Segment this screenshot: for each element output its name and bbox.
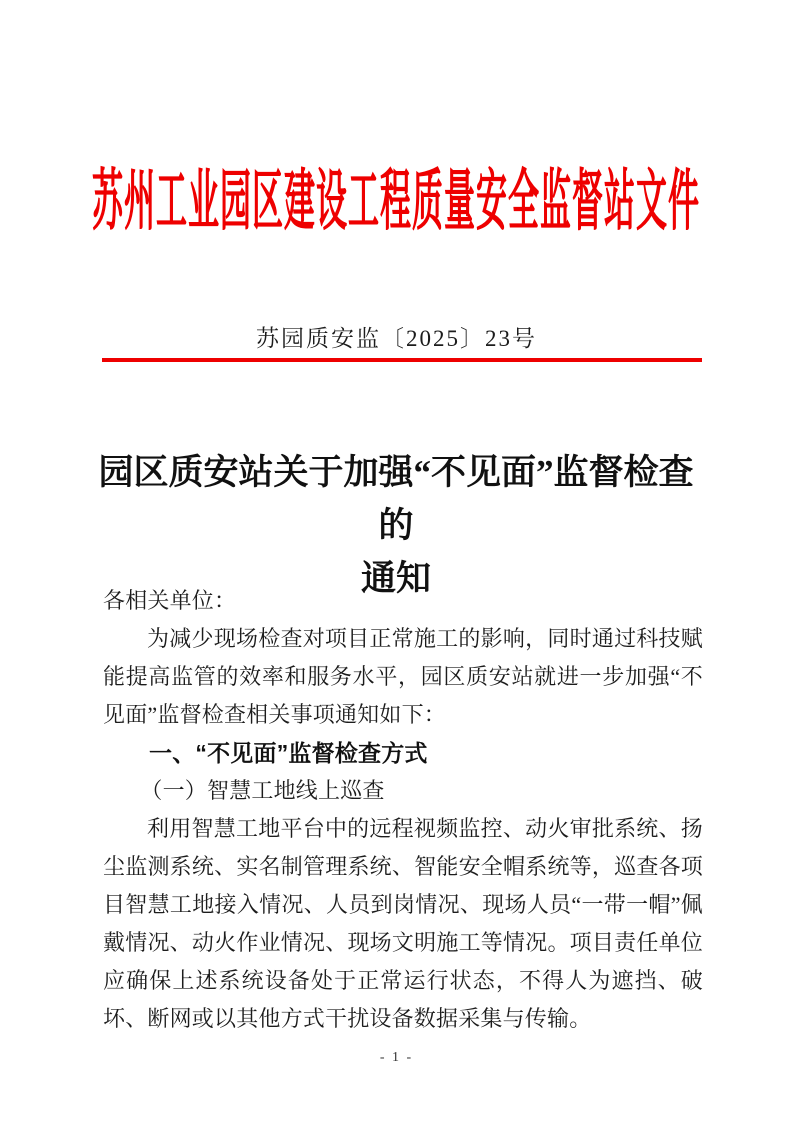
salutation: 各相关单位： (103, 588, 237, 613)
section-1-1-paragraph: 利用智慧工地平台中的远程视频监控、动火审批系统、扬尘监测系统、实名制管理系统、智能安全帽系统等，巡查各项目智慧工地接入情况、人员到岗情况、现场人员“一带一帽”佩戴情况、动火作业情况、现场文明施工等情况。项目责任单位应确保上述系统设备处于正常运行状态，不得人为遮挡、破坏、断网或以其他方式干扰设备数据采集与传输。 (103, 816, 703, 1031)
section-1-1-heading: （一）智慧工地线上巡查 (140, 778, 385, 803)
page-number: - 1 - (379, 1050, 414, 1065)
document-body (103, 582, 703, 1038)
document-title-line-1: 园区质安站关于加强“不见面”监督检查的 (98, 453, 694, 545)
letterhead-banner (92, 154, 700, 239)
document-reference-number: 苏园质安监〔2025〕23号 (256, 326, 537, 351)
red-divider-rule (102, 358, 702, 362)
section-1-heading: 一、“不见面”监督检查方式 (149, 740, 428, 766)
intro-paragraph: 为减少现场检查对项目正常施工的影响，同时通过科技赋能提高监管的效率和服务水平，园区质安站就进一步加强“不见面”监督检查相关事项通知如下： (103, 626, 703, 727)
document-title-line-2: 通知 (360, 559, 431, 598)
letterhead-title: 苏州工业园区建设工程质量安全监督站文件 (92, 162, 700, 239)
